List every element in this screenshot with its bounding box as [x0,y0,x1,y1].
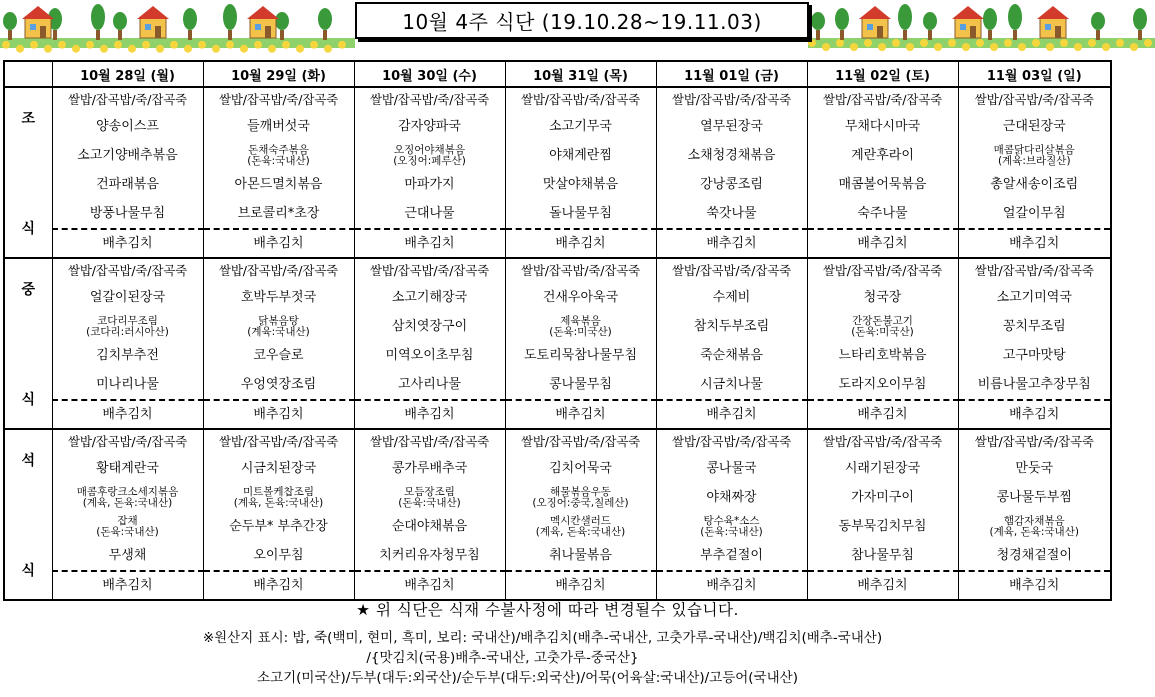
grain-cell: 쌀밥/잡곡밥/죽/잡곡죽 [505,87,656,112]
menu-item-cell: 마파가지 [354,170,505,199]
menu-item-cell: 느타리호박볶음 [807,341,958,370]
tree-trunk-icon [96,30,100,40]
flower-icon [850,43,858,51]
grain-cell: 쌀밥/잡곡밥/죽/잡곡죽 [656,429,807,454]
flower-icon [254,41,262,49]
grain-row [4,87,1111,112]
menu-item-cell: 총알새송이조림 [958,170,1111,199]
notes-section [0,598,1155,688]
menu-item-cell: 열무된장국 [656,112,807,141]
flower-icon [282,41,290,49]
flower-icon [1004,39,1012,47]
dish-row [4,483,1111,512]
door-icon [40,26,46,38]
flower-icon [184,45,192,53]
origin-label-line: /{맛김치(국용)배추-국내산, 고춧가루-중국산} [366,650,639,666]
flower-icon [1144,39,1152,47]
window-icon [145,24,151,30]
day-header: 11월 03일 (일) [958,61,1111,87]
kimchi-cell: 배추김치 [52,229,203,258]
flower-icon [100,45,108,53]
grain-cell: 쌀밥/잡곡밥/죽/잡곡죽 [656,87,807,112]
flower-icon [808,39,816,47]
grain-cell: 쌀밥/잡곡밥/죽/잡곡죽 [958,429,1111,454]
menu-item-cell: 콩나물국 [656,454,807,483]
tree-icon [91,4,105,30]
menu-item-cell: 삼치엿장구이 [354,312,505,341]
flower-icon [226,41,234,49]
menu-item-cell: 참나물무침 [807,541,958,571]
menu-item-cell: 멕시칸샐러드 (계육, 돈육:국내산) [505,512,656,541]
menu-item-cell: 무채다시마국 [807,112,958,141]
menu-item-cell: 황태계란국 [52,454,203,483]
day-header: 11월 01일 (금) [656,61,807,87]
menu-item-cell: 감자양파국 [354,112,505,141]
kimchi-cell: 배추김치 [656,400,807,429]
tree-trunk-icon [228,30,232,40]
grain-cell: 쌀밥/잡곡밥/죽/잡곡죽 [505,258,656,283]
flower-icon [836,39,844,47]
menu-item-cell: 죽순채볶음 [656,341,807,370]
menu-item-cell: 콩가루배추국 [354,454,505,483]
dish-row [4,370,1111,400]
menu-item-cell: 돈채숙주볶음 (돈육:국내산) [203,141,354,170]
menu-item-cell: 코우슬로 [203,341,354,370]
tree-icon [1008,4,1022,30]
menu-item-cell: 근대나물 [354,199,505,229]
menu-item-cell: 치커리유자청무침 [354,541,505,571]
flower-icon [1046,43,1054,51]
flower-icon [1116,39,1124,47]
menu-item-cell: 쑥갓나물 [656,199,807,229]
grain-cell: 쌀밥/잡곡밥/죽/잡곡죽 [354,429,505,454]
dish-row [4,141,1111,170]
kimchi-cell: 배추김치 [505,229,656,258]
menu-item-cell: 오이무침 [203,541,354,571]
menu-item-cell: 햄감자채볶음 (계육, 돈육:국내산) [958,512,1111,541]
menu-item-cell: 순대야채볶음 [354,512,505,541]
flower-icon [142,41,150,49]
grain-cell: 쌀밥/잡곡밥/죽/잡곡죽 [807,87,958,112]
tree-trunk-icon [280,30,284,40]
kimchi-cell: 배추김치 [958,229,1111,258]
menu-item-cell: 순두부* 부추간장 [203,512,354,541]
menu-item-cell: 아몬드멸치볶음 [203,170,354,199]
change-notice: ★ 위 식단은 식재 수불사정에 따라 변경될수 있습니다. [356,601,739,619]
tree-icon [923,12,937,30]
menu-item-cell: 맛살야채볶음 [505,170,656,199]
menu-item-cell: 우엉엿장조림 [203,370,354,400]
menu-item-cell: 소고기양배추볶음 [52,141,203,170]
grain-cell: 쌀밥/잡곡밥/죽/잡곡죽 [354,258,505,283]
flower-icon [934,43,942,51]
kimchi-cell: 배추김치 [958,571,1111,600]
flower-icon [324,45,332,53]
menu-item-cell: 청국장 [807,283,958,312]
grain-cell: 쌀밥/잡곡밥/죽/잡곡죽 [958,87,1111,112]
window-icon [960,24,966,30]
menu-item-cell: 가자미구이 [807,483,958,512]
house-roof-icon [137,6,169,19]
tree-icon [1091,12,1105,30]
dish-row [4,341,1111,370]
tree-trunk-icon [188,30,192,40]
flower-icon [864,39,872,47]
grain-cell: 쌀밥/잡곡밥/죽/잡곡죽 [354,87,505,112]
day-header: 10월 28일 (월) [52,61,203,87]
flower-icon [1088,39,1096,47]
menu-item-cell: 미나리나물 [52,370,203,400]
menu-item-cell: 콩나물두부찜 [958,483,1111,512]
menu-item-cell: 무생채 [52,541,203,571]
menu-item-cell: 비름나물고추장무침 [958,370,1111,400]
meal-label [4,429,52,600]
day-header: 10월 29일 (화) [203,61,354,87]
door-icon [877,26,883,38]
menu-item-cell: 만둣국 [958,454,1111,483]
dish-row [4,454,1111,483]
window-icon [255,24,261,30]
flower-icon [338,41,346,49]
day-header: 10월 30일 (수) [354,61,505,87]
door-icon [155,26,161,38]
menu-item-cell: 모듬장조림 (돈육:국내산) [354,483,505,512]
tree-trunk-icon [903,30,907,40]
dish-row [4,512,1111,541]
window-icon [1045,24,1051,30]
tree-trunk-icon [840,30,844,40]
flower-icon [906,43,914,51]
house-icon [140,18,166,38]
kimchi-cell: 배추김치 [807,571,958,600]
menu-item-cell: 브로콜리*초장 [203,199,354,229]
flower-icon [962,43,970,51]
kimchi-row [4,229,1111,258]
menu-item-cell: 오징어야채볶음 (오징어:페루산) [354,141,505,170]
menu-item-cell: 숙주나물 [807,199,958,229]
tree-icon [183,8,197,30]
menu-item-cell: 소고기무국 [505,112,656,141]
menu-item-cell: 참치두부조림 [656,312,807,341]
menu-item-cell: 강낭콩조림 [656,170,807,199]
day-header-row [4,61,1111,87]
meal-label-top: 석 [21,452,36,469]
menu-item-cell: 해물볶음우동 (오징어:중국,칠레산) [505,483,656,512]
flower-icon [16,45,24,53]
meal-label [4,258,52,429]
house-roof-icon [247,6,279,19]
house-icon [862,18,888,38]
flower-icon [86,41,94,49]
flower-icon [920,39,928,47]
menu-item-cell: 야채계란찜 [505,141,656,170]
menu-item-cell: 미역오이초무침 [354,341,505,370]
menu-item-cell: 김치어묵국 [505,454,656,483]
door-icon [970,26,976,38]
grain-cell: 쌀밥/잡곡밥/죽/잡곡죽 [958,258,1111,283]
kimchi-cell: 배추김치 [807,229,958,258]
menu-item-cell: 건새우아욱국 [505,283,656,312]
flower-icon [310,41,318,49]
flower-icon [976,39,984,47]
kimchi-cell: 배추김치 [656,229,807,258]
origin-label-line: ※원산지 표시: 밥, 죽(백미, 현미, 흑미, 보리: 국내산)/배추김치(배추-국내산, 고춧가루-국내산)/백김치(배추-국내산) [202,630,883,646]
kimchi-cell: 배추김치 [52,400,203,429]
menu-item-cell: 꽁치무조림 [958,312,1111,341]
menu-item-cell: 시래기된장국 [807,454,958,483]
flower-icon [1032,39,1040,47]
meal-label-bottom: 식 [21,562,36,579]
grain-row [4,429,1111,454]
dish-row [4,199,1111,229]
kimchi-cell: 배추김치 [958,400,1111,429]
flower-icon [114,41,122,49]
menu-item-cell: 돌나물무침 [505,199,656,229]
tree-trunk-icon [988,30,992,40]
menu-item-cell: 얼갈이된장국 [52,283,203,312]
kimchi-cell: 배추김치 [203,229,354,258]
tree-trunk-icon [118,30,122,40]
kimchi-row [4,400,1111,429]
tree-trunk-icon [1138,30,1142,40]
door-icon [265,26,271,38]
grain-cell: 쌀밥/잡곡밥/죽/잡곡죽 [203,258,354,283]
tree-trunk-icon [1013,30,1017,40]
flower-icon [1060,39,1068,47]
tree-trunk-icon [928,30,932,40]
meal-label-bottom: 식 [21,391,36,408]
menu-item-cell: 도토리묵참나물무침 [505,341,656,370]
flower-icon [2,41,10,49]
flower-icon [878,43,886,51]
origin-label-line: 소고기(미국산)/두부(대두:외국산)/순두부(대두:외국산)/어묵(어육살:국내산)/고등어(국내산) [257,670,798,686]
day-header: 10월 31일 (목) [505,61,656,87]
grain-cell: 쌀밥/잡곡밥/죽/잡곡죽 [52,87,203,112]
dish-row [4,112,1111,141]
grain-cell: 쌀밥/잡곡밥/죽/잡곡죽 [203,87,354,112]
flower-icon [170,41,178,49]
tree-icon [113,12,127,30]
tree-icon [983,8,997,30]
house-roof-icon [1037,6,1069,19]
kimchi-cell: 배추김치 [354,229,505,258]
grain-cell: 쌀밥/잡곡밥/죽/잡곡죽 [203,429,354,454]
grain-cell: 쌀밥/잡곡밥/죽/잡곡죽 [52,429,203,454]
menu-item-cell: 미트볼케찹조림 (계육, 돈육:국내산) [203,483,354,512]
tree-icon [223,4,237,30]
flower-icon [156,45,164,53]
menu-item-cell: 시금치나물 [656,370,807,400]
dish-row [4,312,1111,341]
menu-item-cell: 고사리나물 [354,370,505,400]
house-roof-icon [859,6,891,19]
flower-icon [822,43,830,51]
tree-icon [318,8,332,30]
dish-row [4,170,1111,199]
flower-icon [1102,43,1110,51]
tree-icon [3,12,17,30]
door-icon [1055,26,1061,38]
grain-row [4,258,1111,283]
flower-icon [72,45,80,53]
house-icon [1040,18,1066,38]
flower-icon [212,45,220,53]
corner-cell [4,61,52,87]
menu-item-cell: 소고기해장국 [354,283,505,312]
tree-icon [1133,8,1147,30]
kimchi-cell: 배추김치 [203,571,354,600]
menu-item-cell: 방풍나물무침 [52,199,203,229]
menu-item-cell: 매콤볼어묵볶음 [807,170,958,199]
flower-icon [58,41,66,49]
menu-item-cell: 청경채겉절이 [958,541,1111,571]
menu-item-cell: 계란후라이 [807,141,958,170]
tree-icon [811,12,825,30]
kimchi-cell: 배추김치 [354,400,505,429]
menu-item-cell: 취나물볶음 [505,541,656,571]
flower-icon [296,45,304,53]
kimchi-cell: 배추김치 [203,400,354,429]
grain-cell: 쌀밥/잡곡밥/죽/잡곡죽 [807,429,958,454]
menu-item-cell: 도라지오이무침 [807,370,958,400]
tree-trunk-icon [8,30,12,40]
menu-item-cell: 콩나물무침 [505,370,656,400]
window-icon [30,24,36,30]
menu-item-cell: 수제비 [656,283,807,312]
flower-icon [892,39,900,47]
menu-item-cell: 고구마맛탕 [958,341,1111,370]
dish-row [4,541,1111,571]
grain-cell: 쌀밥/잡곡밥/죽/잡곡죽 [807,258,958,283]
kimchi-cell: 배추김치 [505,400,656,429]
meal-label-top: 중 [21,281,36,298]
menu-item-cell: 코다리무조림 (코다리:러시아산) [52,312,203,341]
menu-item-cell: 양송이스프 [52,112,203,141]
menu-item-cell: 동부묵김치무침 [807,512,958,541]
menu-item-cell: 간장돈불고기 (돈육:미국산) [807,312,958,341]
tree-trunk-icon [1096,30,1100,40]
kimchi-cell: 배추김치 [807,400,958,429]
menu-item-cell: 시금치된장국 [203,454,354,483]
kimchi-row [4,571,1111,600]
meal-label [4,87,52,258]
menu-item-cell: 김치부추전 [52,341,203,370]
grain-cell: 쌀밥/잡곡밥/죽/잡곡죽 [505,429,656,454]
house-icon [25,18,51,38]
flower-icon [268,45,276,53]
menu-item-cell: 호박두부젓국 [203,283,354,312]
menu-item-cell: 소채청경채볶음 [656,141,807,170]
house-roof-icon [952,6,984,19]
kimchi-cell: 배추김치 [354,571,505,600]
dish-row [4,283,1111,312]
weekly-menu-table [3,60,1112,601]
menu-item-cell: 탕수육*소스 (돈육:국내산) [656,512,807,541]
menu-item-cell: 근대된장국 [958,112,1111,141]
flower-icon [1130,43,1138,51]
house-icon [955,18,981,38]
flower-icon [1074,43,1082,51]
tree-trunk-icon [323,30,327,40]
menu-item-cell: 매콤닭다리살볶음 (계육:브라질산) [958,141,1111,170]
meal-label-bottom: 식 [21,220,36,237]
menu-item-cell: 매콤후랑크소세지볶음 (계육, 돈육:국내산) [52,483,203,512]
tree-trunk-icon [816,30,820,40]
flower-icon [240,45,248,53]
menu-item-cell: 잡채 (돈육:국내산) [52,512,203,541]
flower-icon [44,45,52,53]
flower-icon [128,45,136,53]
grain-cell: 쌀밥/잡곡밥/죽/잡곡죽 [656,258,807,283]
flower-icon [990,43,998,51]
grain-cell: 쌀밥/잡곡밥/죽/잡곡죽 [52,258,203,283]
menu-item-cell: 소고기미역국 [958,283,1111,312]
tree-icon [275,12,289,30]
tree-icon [835,8,849,30]
house-icon [250,18,276,38]
window-icon [867,24,873,30]
flower-icon [198,41,206,49]
kimchi-cell: 배추김치 [505,571,656,600]
tree-icon [898,4,912,30]
menu-item-cell: 제육볶음 (돈육:미국산) [505,312,656,341]
meal-label-top: 조 [21,110,36,127]
flower-icon [948,39,956,47]
flower-icon [30,41,38,49]
day-header: 11월 02일 (토) [807,61,958,87]
menu-item-cell: 얼갈이무침 [958,199,1111,229]
flower-icon [1018,43,1026,51]
house-roof-icon [22,6,54,19]
kimchi-cell: 배추김치 [52,571,203,600]
menu-item-cell: 부추겉절이 [656,541,807,571]
tree-trunk-icon [53,30,57,40]
menu-item-cell: 야채짜장 [656,483,807,512]
menu-item-cell: 닭볶음탕 (계육:국내산) [203,312,354,341]
menu-title: 10월 4주 식단 (19.10.28~19.11.03) [355,2,809,39]
menu-item-cell: 들깨버섯국 [203,112,354,141]
kimchi-cell: 배추김치 [656,571,807,600]
menu-item-cell: 건파래볶음 [52,170,203,199]
